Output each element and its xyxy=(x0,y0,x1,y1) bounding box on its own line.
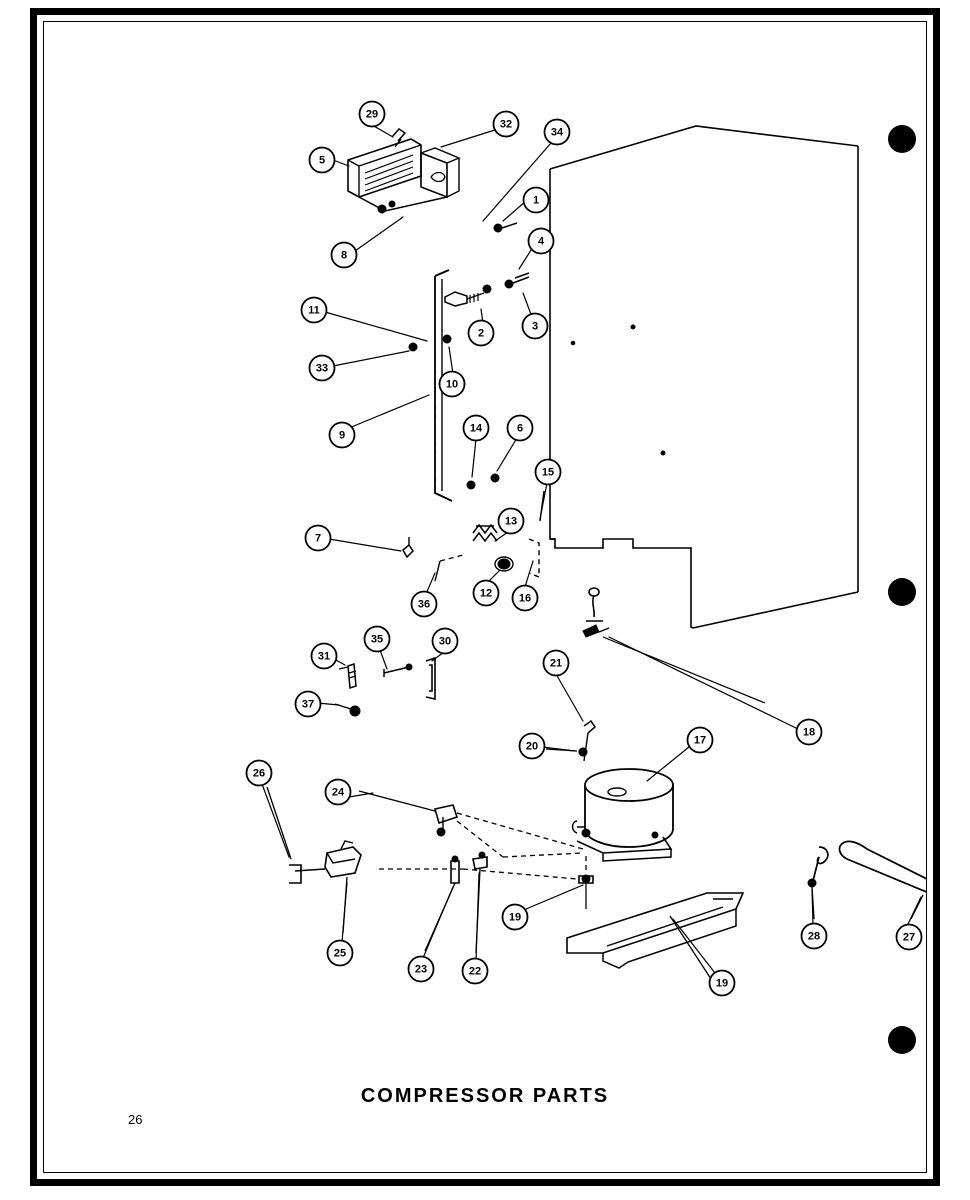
callout-leader-lines xyxy=(262,125,921,973)
part-22-clip xyxy=(473,852,487,953)
callout-1 xyxy=(524,188,549,213)
part-23-pin xyxy=(425,856,459,951)
callout-21 xyxy=(544,651,569,676)
part-19-mount xyxy=(579,856,593,909)
callout-number: 19 xyxy=(508,911,522,924)
callout-number: 36 xyxy=(417,598,431,611)
callout-19 xyxy=(503,905,528,930)
callout-26 xyxy=(247,761,272,786)
part-36-tube xyxy=(435,555,463,581)
part-26-pointer xyxy=(267,787,291,859)
callout-25 xyxy=(328,941,353,966)
compressor-parts-diagram xyxy=(43,21,927,1173)
callout-number: 23 xyxy=(414,963,428,976)
callout-number: 27 xyxy=(902,931,916,944)
callout-number: 19 xyxy=(715,977,729,990)
callout-number: 3 xyxy=(531,320,539,333)
callout-number: 33 xyxy=(315,362,329,375)
callout-number: 2 xyxy=(477,327,485,340)
callout-number: 1 xyxy=(532,194,540,207)
callout-23 xyxy=(409,957,434,982)
callout-6 xyxy=(508,416,533,441)
callout-number: 25 xyxy=(333,947,347,960)
part-24-wire-harness xyxy=(359,791,583,879)
callout-number: 18 xyxy=(802,726,816,739)
callout-28 xyxy=(802,924,827,949)
callout-18 xyxy=(797,720,822,745)
callout-7 xyxy=(306,526,331,551)
callout-4 xyxy=(529,229,554,254)
callout-number: 6 xyxy=(516,422,524,435)
callout-number: 8 xyxy=(340,249,348,262)
callout-number: 7 xyxy=(314,532,322,545)
callout-number: 30 xyxy=(438,635,452,648)
part-19-drain-rail xyxy=(567,893,743,979)
part-25-connector xyxy=(289,841,361,933)
callout-number: 4 xyxy=(537,235,545,248)
callout-number: 26 xyxy=(252,767,266,780)
callout-number: 17 xyxy=(693,734,707,747)
callout-19 xyxy=(710,971,735,996)
part-18-drain-tube xyxy=(583,588,765,703)
callout-number: 14 xyxy=(469,422,483,435)
callout-12 xyxy=(474,581,499,606)
callout-number: 15 xyxy=(541,466,555,479)
callout-14 xyxy=(464,416,489,441)
callout-17 xyxy=(688,728,713,753)
callout-number: 34 xyxy=(550,126,564,139)
part-4-screw xyxy=(505,273,529,288)
part-2-bolt xyxy=(445,285,491,306)
callout-9 xyxy=(330,423,355,448)
part-16-bracket xyxy=(529,491,544,577)
cabinet-outline xyxy=(550,126,858,628)
callout-13 xyxy=(499,509,524,534)
part-28-wire-clip xyxy=(808,847,828,919)
page-title: COMPRESSOR PARTS xyxy=(360,1085,610,1107)
callout-number: 32 xyxy=(499,118,513,131)
callout-34 xyxy=(545,120,570,145)
callout-number: 16 xyxy=(518,592,532,605)
part-13-spring xyxy=(473,525,497,541)
callout-number: 28 xyxy=(807,930,821,943)
part-35-screw xyxy=(384,664,412,677)
callout-29 xyxy=(360,102,385,127)
part-7-clip xyxy=(403,537,413,557)
callout-number: 24 xyxy=(331,786,345,799)
callout-35 xyxy=(365,627,390,652)
callout-22 xyxy=(463,959,488,984)
callout-24 xyxy=(326,780,351,805)
callout-33 xyxy=(310,356,335,381)
part-30-clamp xyxy=(426,658,435,699)
callout-number: 22 xyxy=(468,965,482,978)
callout-number: 12 xyxy=(479,587,493,600)
callout-number: 20 xyxy=(525,740,539,753)
callout-10 xyxy=(440,372,465,397)
callout-number: 9 xyxy=(338,429,346,442)
callout-2 xyxy=(469,321,494,346)
callout-3 xyxy=(523,314,548,339)
callout-number: 35 xyxy=(370,633,384,646)
part-1-screw xyxy=(494,223,517,232)
callout-5 xyxy=(310,148,335,173)
callout-15 xyxy=(536,460,561,485)
callout-36 xyxy=(412,592,437,617)
page-number: 26 xyxy=(128,1112,143,1127)
part-31-stud xyxy=(339,664,356,688)
part-20-bolt xyxy=(546,748,587,756)
callout-11 xyxy=(302,298,327,323)
part-5-control-box xyxy=(348,129,459,213)
callout-8 xyxy=(332,243,357,268)
part-12-grommet xyxy=(495,557,513,571)
callout-number: 21 xyxy=(549,657,563,670)
callout-number: 10 xyxy=(445,378,459,391)
callout-number: 11 xyxy=(308,304,320,317)
callout-number: 29 xyxy=(365,108,379,121)
callout-16 xyxy=(513,586,538,611)
callout-number: 37 xyxy=(301,698,315,711)
callout-32 xyxy=(494,112,519,137)
callout-number: 13 xyxy=(504,515,518,528)
callout-number: 5 xyxy=(318,154,326,167)
callout-number: 31 xyxy=(317,650,331,663)
callout-20 xyxy=(520,734,545,759)
callout-31 xyxy=(312,644,337,669)
part-27-tie-strap xyxy=(840,841,927,919)
callout-30 xyxy=(433,629,458,654)
callout-27 xyxy=(897,925,922,950)
callout-37 xyxy=(296,692,321,717)
part-37-washer xyxy=(335,704,360,716)
part-17-compressor xyxy=(573,769,674,861)
